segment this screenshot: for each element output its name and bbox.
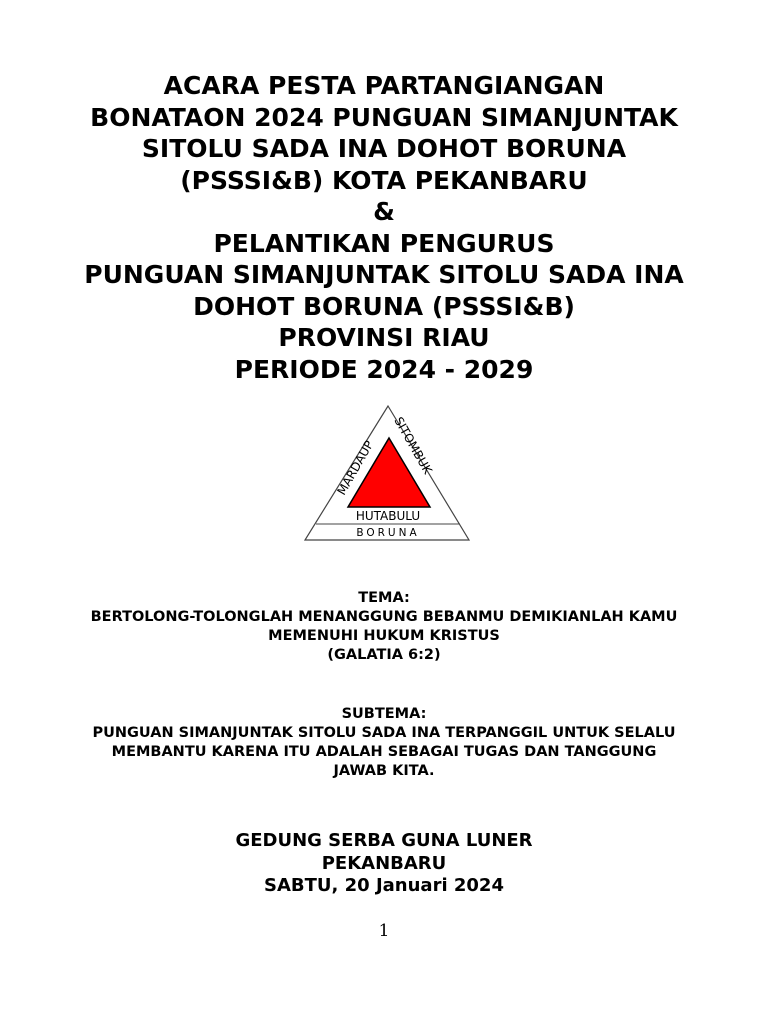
title-line: DOHOT BORUNA (PSSSI&B) — [193, 291, 575, 321]
title-line: SITOLU SADA INA DOHOT BORUNA — [141, 134, 627, 163]
theme-line: MEMENUHI HUKUM KRISTUS — [268, 628, 500, 644]
title-line: PERIODE 2024 - 2029 — [234, 354, 534, 384]
title-line: PELANTIKAN PENGURUS — [213, 228, 555, 258]
subtheme-line: JAWAB KITA. — [333, 763, 435, 779]
theme-reference: (GALATIA 6:2) — [327, 647, 441, 663]
logo-text-right-path: SITOMBUK — [391, 414, 435, 477]
event-date: SABTU, 20 Januari 2024 — [264, 875, 504, 896]
theme-section — [0, 589, 768, 665]
venue-city: PEKANBARU — [321, 852, 447, 874]
organization-logo — [302, 404, 472, 544]
document-title — [0, 70, 768, 385]
subtheme-heading: SUBTEMA: — [341, 706, 427, 722]
venue-name: GEDUNG SERBA GUNA LUNER — [235, 830, 533, 851]
title-line: BONATAON 2024 PUNGUAN SIMANJUNTAK — [90, 102, 678, 132]
title-line: ACARA PESTA PARTANGIANGAN — [163, 71, 605, 100]
theme-heading: TEMA: — [358, 590, 410, 606]
logo-text-left-path: MARDAUP — [334, 438, 377, 498]
subtheme-section — [0, 705, 768, 781]
subtheme-line: PUNGUAN SIMANJUNTAK SITOLU SADA INA TERPANGGIL UNTUK SELALU — [92, 725, 676, 741]
page-number: 1 — [378, 921, 390, 941]
title-line: PUNGUAN SIMANJUNTAK SITOLU SADA INA — [84, 260, 684, 289]
subtheme-line: MEMBANTU KARENA ITU ADALAH SEBAGAI TUGAS DAN TANGGUNG — [111, 744, 657, 760]
theme-line: BERTOLONG-TOLONGLAH MENANGGUNG BEBANMU DEMIKIANLAH KAMU — [90, 609, 678, 625]
title-ampersand: & — [373, 197, 395, 226]
title-line: PROVINSI RIAU — [278, 323, 490, 352]
venue-section — [0, 830, 768, 898]
title-line: (PSSSI&B) KOTA PEKANBARU — [180, 165, 588, 195]
logo-graphic — [302, 404, 472, 544]
logo-text-middle: HUTABULU — [355, 509, 421, 523]
logo-text-bottom: BORUNA — [356, 527, 420, 539]
